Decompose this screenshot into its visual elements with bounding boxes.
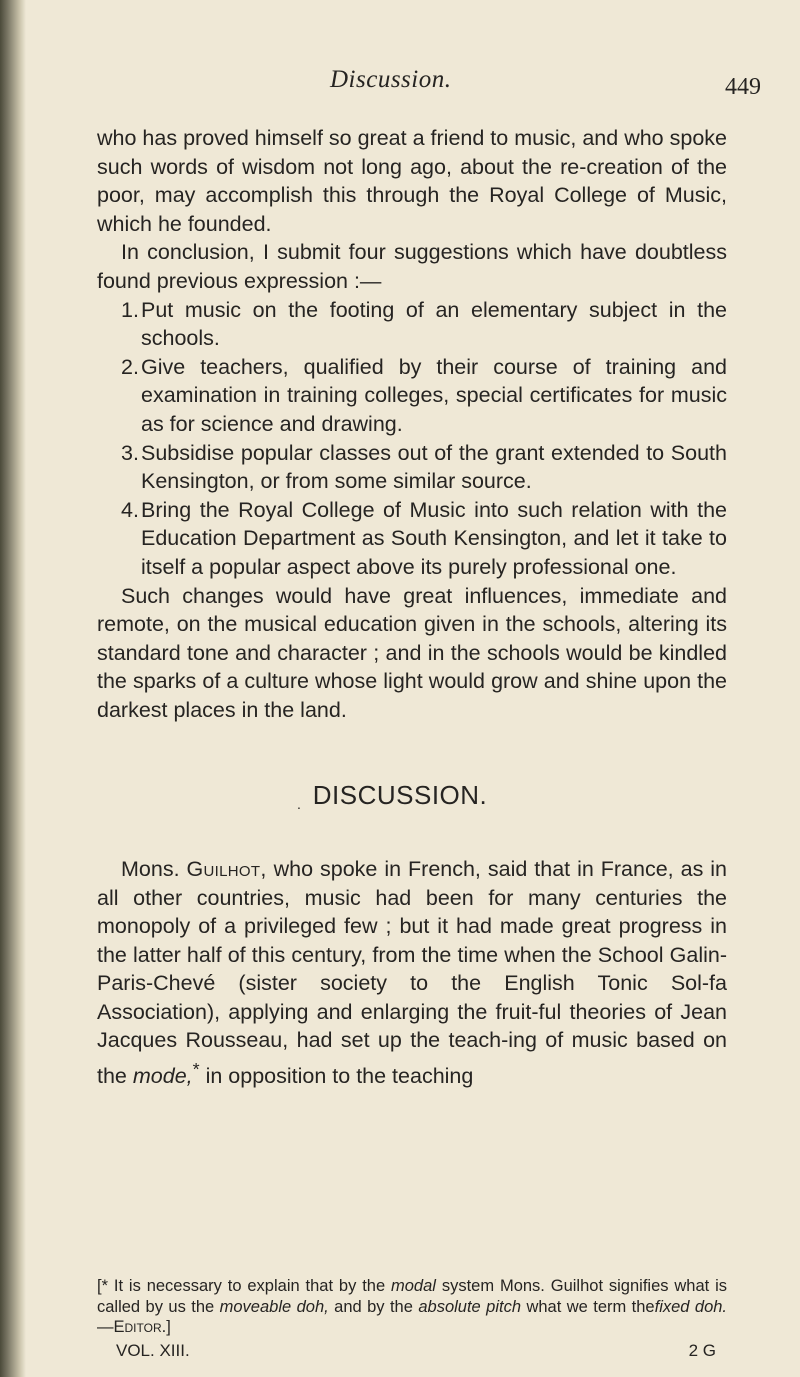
page-number: 449: [725, 74, 761, 100]
footnote-text-2: system Mons. Guilhot signifies what is called by us the: [97, 1277, 727, 1316]
footnote-text-4: what we term the: [526, 1297, 655, 1316]
list-item-number: 1.: [121, 297, 139, 322]
paragraph-continuation: who has proved himself so great a friend to music, and who spoke such words of wisdom not long ago, about the re-creation of the poor, may accomplish this through the Royal College of Music, which he founded.: [97, 126, 727, 236]
speaker-prefix: Mons.: [121, 857, 180, 881]
suggestions-list: [97, 296, 727, 582]
footnote-text-1: It is necessary to explain that by the: [113, 1277, 386, 1295]
footnote-open: [*: [97, 1277, 109, 1295]
list-item-number: 2.: [121, 354, 139, 379]
list-item: [97, 496, 727, 582]
footnote-modal: modal: [391, 1277, 436, 1295]
footnote-absolute-pitch: absolute pitch: [418, 1297, 522, 1316]
list-item-text: Subsidise popular classes out of the grant extended to South Kensington, or from some similar source.: [141, 440, 727, 494]
signature-line: [116, 1341, 716, 1361]
footnote-editor: —Editor.]: [97, 1318, 171, 1336]
discussion-text-after: in opposition to the teaching: [205, 1063, 474, 1088]
list-item-text: Bring the Royal College of Music into such relation with the Education Department as South Kensington, and let it take to itself a popular aspect above its purely professional one.: [141, 497, 727, 579]
list-item-number: 3.: [121, 440, 139, 465]
section-heading: [0, 780, 800, 811]
footnote-fixed-doh: fixed doh.: [654, 1297, 728, 1316]
signature-mark: 2 G: [688, 1341, 716, 1360]
discussion-paragraph: [97, 855, 727, 1090]
volume-label: VOL. XIII.: [116, 1341, 190, 1360]
discussion-text-before: who spoke in French, said that in France, as in all other countries, music had been for many centuries the monopoly of a privileged few ; but it had made great progress in the latter half of this century, from the time when the School Galin-Paris-Chevé (sister society to the English Tonic Sol-fa Association), applying and enlarging the fruit-ful theories of Jean Jacques Rousseau, had set up the teach-ing of music based on the: [97, 857, 728, 1088]
footnote-moveable-doh: moveable doh,: [219, 1297, 329, 1316]
stray-mark: .: [297, 796, 302, 812]
footnote: [97, 1276, 727, 1338]
paragraph-changes: Such changes would have great influences, immediate and remote, on the musical education given in the schools, altering its standard tone and character ; and in the schools would be kindled the sparks of a culture whose light would grow and shine upon the darkest places in the land.: [97, 583, 727, 722]
running-head: Discussion.: [330, 66, 452, 93]
discussion-text: [97, 855, 727, 1090]
mode-word: mode,: [132, 1063, 193, 1088]
paragraph-conclusion: In conclusion, I submit four suggestions which have doubtless found previous expression :—: [97, 240, 727, 293]
list-item-number: 4.: [121, 497, 139, 522]
list-item: [97, 296, 727, 353]
section-heading-text: DISCUSSION.: [312, 780, 488, 810]
list-item-text: Put music on the footing of an elementary subject in the schools.: [141, 297, 727, 351]
speaker-name: Guilhot,: [186, 857, 267, 881]
main-text: [97, 124, 727, 724]
list-item-text: Give teachers, qualified by their course of training and examination in training colleges, special certificates for music as for science and drawing.: [141, 354, 727, 436]
list-item: [97, 353, 727, 439]
list-item: [97, 439, 727, 496]
footnote-marker: *: [192, 1058, 200, 1079]
footnote-text-3: and by the: [334, 1297, 413, 1316]
